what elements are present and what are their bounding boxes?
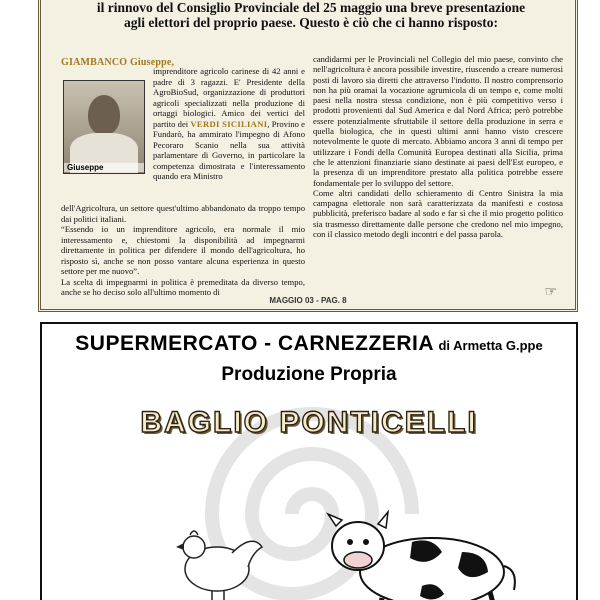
text-run: , Provino e Fundarò, ha ammirato l'impegno di Afono Pecoraro Scanio nella sua attività parlamentare di Governo, in particolare la competenza dimostrata e l'interessamento quando era Ministro bbox=[153, 118, 305, 181]
text-run: imprenditore agricolo carinese di 42 anni e padre di 3 ragazzi. E' Presidente della AgroBioSud, organizzazione di produttori agricoli specializzati nella produzione di ortaggi biologici. Amico dei vertici del partito dei bbox=[153, 66, 305, 129]
paragraph: “Essendo io un imprenditore agricolo, era normale il mio interessamento e, chiestomi la disponibilità ad impegnarmi direttamente in politica per difendere il mondo dell'agricoltura, ho risposto sì, anche se non posso vantare alcuna esperienza in questo settore per me nuovo”. bbox=[61, 224, 305, 276]
ad-subtitle: Produzione Propria bbox=[221, 364, 397, 385]
store-owner: di Armetta G.ppe bbox=[438, 338, 543, 353]
article-column-1-full bbox=[61, 203, 305, 298]
paragraph: La scelta di impegnarmi in politica è premeditata da diverso tempo, anche se ho deciso solo all'ultimo momento di bbox=[61, 276, 305, 297]
headline-line-2: agli elettori del proprio paese. Questo è ciò che ci hanno risposto: bbox=[124, 15, 498, 30]
article-headline bbox=[81, 0, 541, 30]
page-footer: MAGGIO 03 - PAG. 8 bbox=[269, 296, 347, 305]
paragraph: dell'Agricoltura, un settore quest'ultimo abbandonato da troppo tempo dai politici italiani. bbox=[61, 203, 305, 224]
article-column-1-right bbox=[153, 66, 305, 182]
author-photo bbox=[63, 80, 145, 174]
pointing-hand-icon: ☞ bbox=[544, 285, 557, 300]
paragraph: Come altri candidati dello schieramento di Centro Sinistra la mia campagna elettorale non sarà caratterizzata da manifesti e costosa pubblicità, preferisco badare al sodo e far sì che il mio progetto politico sia trasmesso direttamente dalle persone che credono nel mio impegno, con il classico metodo degli incontri e del passa parola. bbox=[313, 187, 563, 240]
photo-caption: Giuseppe bbox=[64, 163, 145, 172]
party-name: VERDI SICILIANI bbox=[190, 118, 268, 129]
brand-name: BAGLIO PONTICELLI bbox=[140, 406, 478, 439]
article-column-2 bbox=[313, 54, 563, 239]
photo-head bbox=[88, 95, 120, 135]
cow-icon bbox=[328, 512, 515, 600]
headline-line-1: il rinnovo del Consiglio Provinciale del 25 maggio una breve presentazione bbox=[96, 0, 526, 15]
author-name: GIAMBANCO Giuseppe, bbox=[61, 57, 175, 68]
ad-title bbox=[42, 332, 576, 356]
paragraph: candidarmi per le Provinciali nel Collegio del mio paese, convinto che nell'agricoltura è ancora possibile investire, riuscendo a creare numerosi posti di lavoro sia diretti che attraverso l'indotto. Il nostro comprensorio non ha più oramai la vocazione agrumicola di un tempo e, come molti paesi nella nostra stessa condizione, non è più competitivo verso i prodotti provenienti dal Sud America e dal Nord Africa; però potrebbe essere potenzialmente sfruttabile il settore della produzione in serra e quella biologica, che in questi ultimi anni hanno visto crescere notevolmente le quote di mercato. Abbiamo ancora 3 anni di tempo per utilizzare i Fondi della Comunità Europea destinati alla Sicilia, prima che le attenzioni finanziarie siano destinate ai paesi dell'Est europeo, e la presenza di un imprenditore prestato alla politica potrebbe essere fondamentale per lo sviluppo del settore. bbox=[313, 54, 563, 188]
advertisement bbox=[40, 322, 578, 600]
store-type: SUPERMERCATO - CARNEZZERIA bbox=[75, 332, 434, 355]
article-panel bbox=[38, 0, 578, 312]
